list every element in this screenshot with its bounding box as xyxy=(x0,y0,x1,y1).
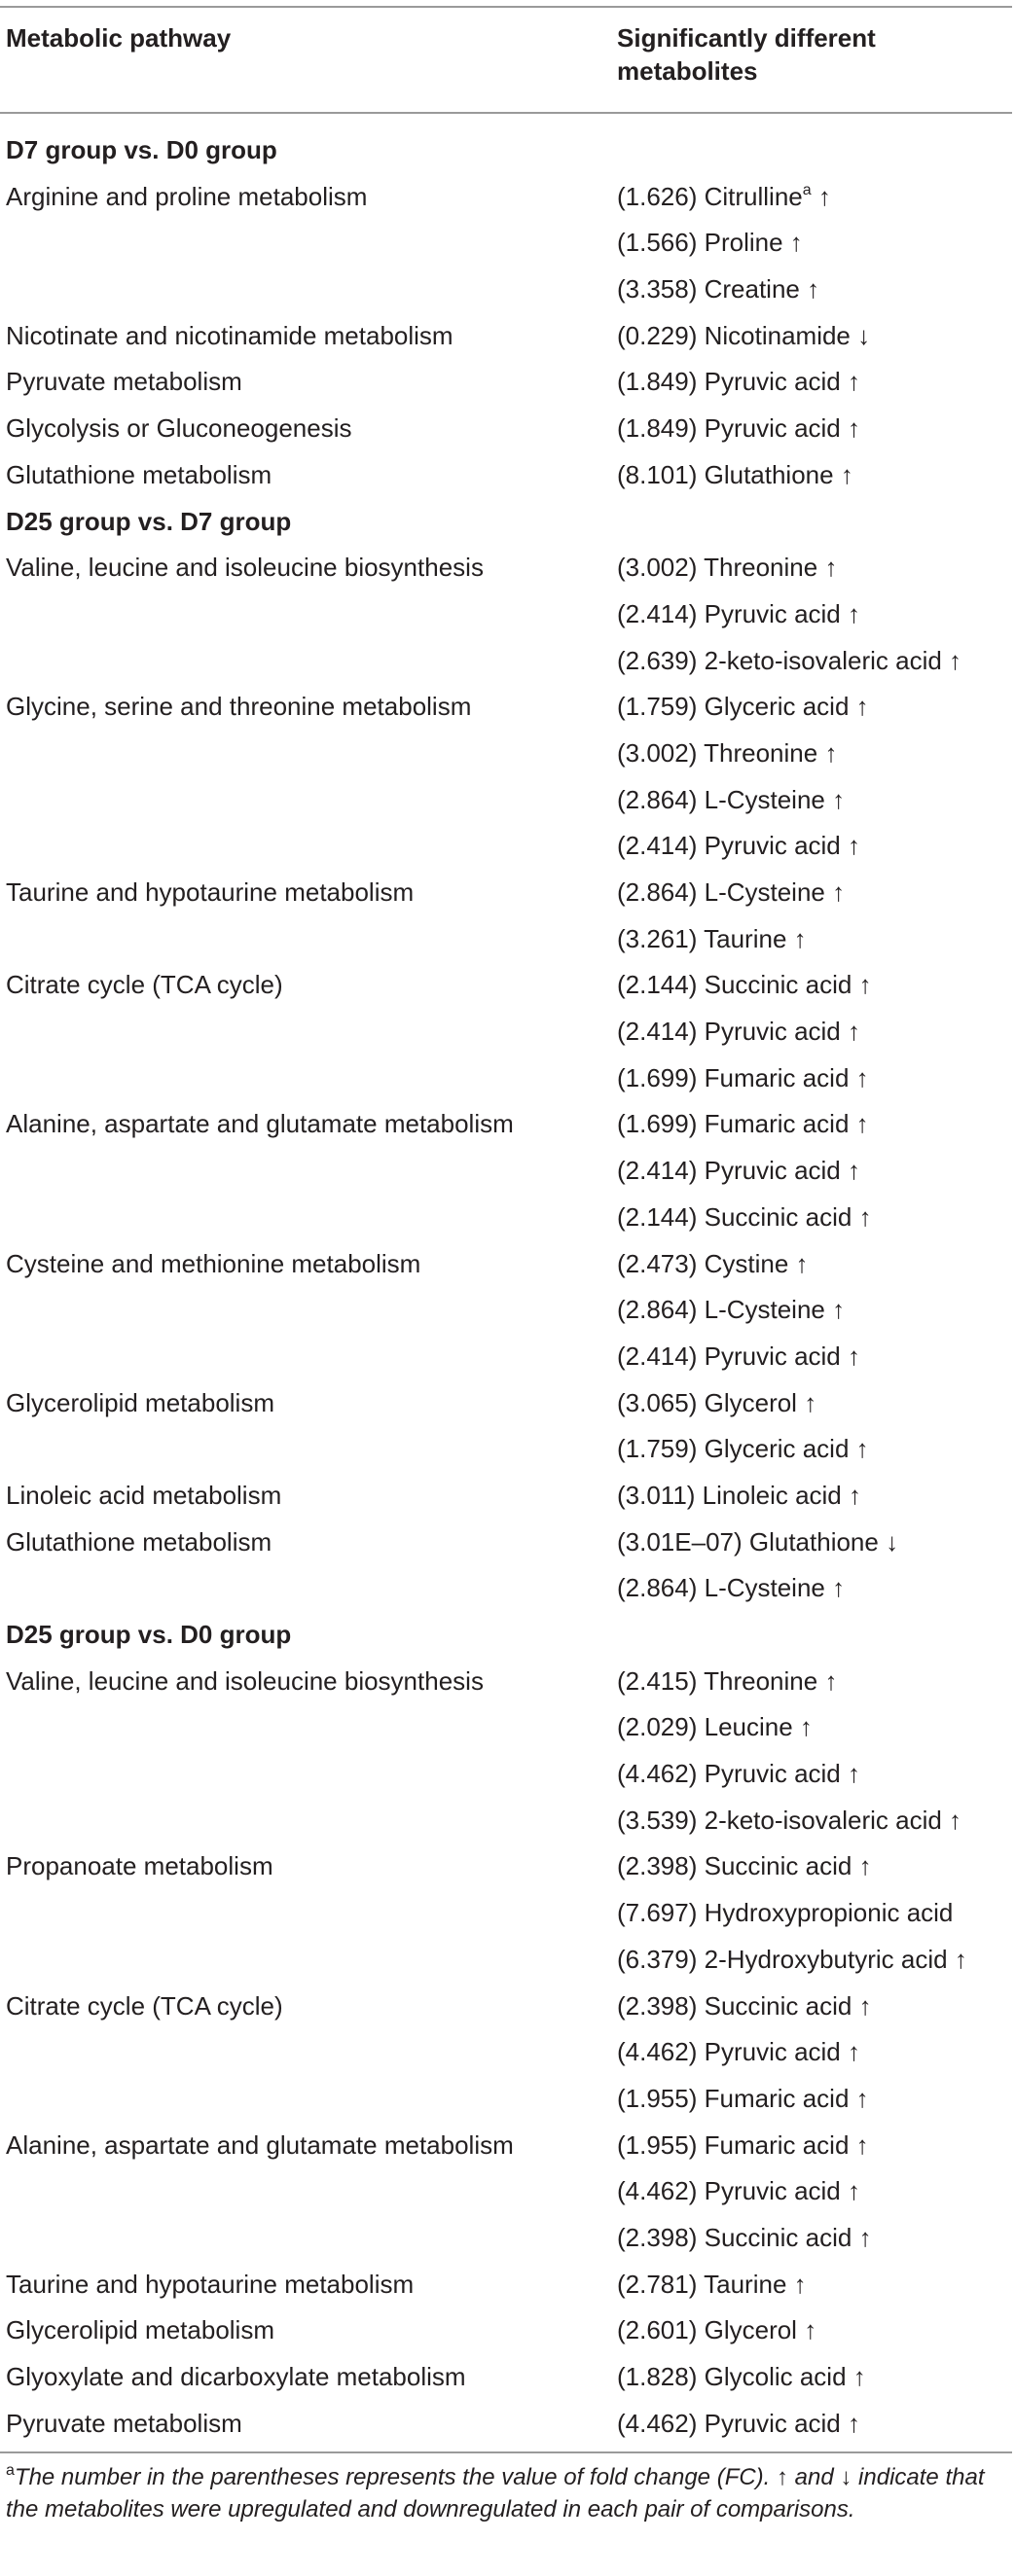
arrow-up-icon: ↑ xyxy=(793,2269,807,2299)
metabolite-name: (2.414) Pyruvic acid xyxy=(617,1341,841,1371)
arrow-up-icon: ↑ xyxy=(858,2222,872,2252)
arrow-up-icon: ↑ xyxy=(795,1248,809,1278)
metabolite-cell xyxy=(617,220,803,267)
footnote-marker: a xyxy=(6,2462,15,2479)
group-label: D25 group vs. D7 group xyxy=(6,506,292,536)
metabolite-cell xyxy=(617,1565,845,1612)
metabolite-name: (1.828) Glycolic acid xyxy=(617,2362,847,2391)
metabolite-name: (2.864) L-Cysteine xyxy=(617,1573,825,1603)
table-row xyxy=(0,359,1015,406)
metabolite-name: (4.462) Pyruvic acid xyxy=(617,2176,841,2206)
table-row xyxy=(0,1520,1015,1566)
table-row xyxy=(0,1798,1015,1844)
metabolite-name: (2.781) Taurine xyxy=(617,2269,787,2299)
metabolite-cell xyxy=(617,1659,837,1705)
metabolite-cell xyxy=(617,545,837,591)
pathway-cell: Glutathione metabolism xyxy=(6,459,272,489)
pathway-cell: Glycine, serine and threonine metabolism xyxy=(6,692,472,722)
pathway-cell: Valine, leucine and isoleucine biosynthesis xyxy=(6,1665,484,1696)
pathway-cell: Citrate cycle (TCA cycle) xyxy=(6,970,283,1000)
table-row xyxy=(0,1984,1015,2030)
table-footnote xyxy=(6,2461,1008,2525)
metabolite-name: (2.415) Threonine xyxy=(617,1665,818,1696)
metabolite-name: (1.759) Glyceric acid xyxy=(617,1434,850,1464)
metabolite-name: (2.398) Succinic acid xyxy=(617,1851,852,1881)
metabolite-name: (3.01E–07) Glutathione xyxy=(617,1526,879,1556)
metabolite-name: (2.414) Pyruvic acid xyxy=(617,598,841,628)
metabolite-cell xyxy=(617,313,870,360)
metabolite-cell xyxy=(617,359,860,406)
arrow-up-icon: ↑ xyxy=(855,1109,869,1139)
metabolite-cell xyxy=(617,1195,872,1241)
table-top-rule xyxy=(0,6,1012,8)
metabolite-name: (6.379) 2-Hydroxybutyric acid xyxy=(617,1944,948,1974)
arrow-up-icon: ↑ xyxy=(807,274,820,304)
arrow-up-icon: ↑ xyxy=(832,877,846,907)
pathway-cell: Alanine, aspartate and glutamate metabolism xyxy=(6,1109,514,1139)
metabolite-name: (1.566) Proline xyxy=(617,228,783,258)
metabolite-name: (1.849) Pyruvic acid xyxy=(617,413,841,444)
metabolite-cell xyxy=(617,2168,860,2215)
pathway-cell: Arginine and proline metabolism xyxy=(6,181,368,211)
arrow-up-icon: ↑ xyxy=(848,1341,860,1371)
arrow-down-icon: ↓ xyxy=(886,1526,899,1556)
table-row xyxy=(0,1148,1015,1195)
table-bottom-rule xyxy=(0,2451,1012,2453)
table-row xyxy=(0,1055,1015,1102)
metabolite-cell xyxy=(617,916,807,963)
metabolite-name: (2.144) Succinic acid xyxy=(617,970,852,1000)
metabolite-cell xyxy=(617,2029,860,2076)
arrow-up-icon: ↑ xyxy=(824,553,838,583)
metabolite-cell xyxy=(617,684,869,731)
table-row xyxy=(0,2029,1015,2076)
arrow-up-icon: ↑ xyxy=(848,2037,860,2067)
metabolite-cell xyxy=(617,2215,872,2262)
pathway-cell: Citrate cycle (TCA cycle) xyxy=(6,1990,283,2021)
metabolite-name: (3.358) Creatine xyxy=(617,274,800,304)
arrow-up-icon: ↑ xyxy=(848,367,860,397)
column-header-metabolites-line2: metabolites xyxy=(617,56,758,86)
metabolite-name: (1.955) Fumaric acid xyxy=(617,2083,850,2113)
pathway-cell: Pyruvate metabolism xyxy=(6,367,242,397)
metabolite-cell xyxy=(617,1426,869,1473)
metabolite-name: (1.626) Citrulline xyxy=(617,181,803,211)
arrow-up-icon: ↑ xyxy=(804,2315,817,2345)
metabolite-cell xyxy=(617,174,831,221)
table-row xyxy=(0,1287,1015,1334)
arrow-up-icon: ↑ xyxy=(848,2408,860,2438)
table-row xyxy=(0,1890,1015,1937)
pathway-cell: Glyoxylate and dicarboxylate metabolism xyxy=(6,2362,466,2391)
arrow-up-icon: ↑ xyxy=(858,1990,872,2021)
arrow-up-icon: ↑ xyxy=(858,1851,872,1881)
pathway-cell: Pyruvate metabolism xyxy=(6,2408,242,2438)
arrow-up-icon: ↑ xyxy=(855,692,869,722)
table-row xyxy=(0,313,1015,360)
table-row xyxy=(0,174,1015,221)
metabolite-cell xyxy=(617,1473,861,1520)
table-group-heading xyxy=(0,1612,1015,1659)
table-row xyxy=(0,1473,1015,1520)
arrow-up-icon: ↑ xyxy=(832,1573,846,1603)
metabolite-name: (1.955) Fumaric acid xyxy=(617,2129,850,2160)
metabolite-cell xyxy=(617,452,853,499)
pathway-cell: Glutathione metabolism xyxy=(6,1526,272,1556)
table-row xyxy=(0,2354,1015,2401)
arrow-up-icon: ↑ xyxy=(817,181,831,211)
table-row xyxy=(0,2308,1015,2354)
table-row xyxy=(0,1659,1015,1705)
metabolite-name: (3.065) Glycerol xyxy=(617,1387,797,1417)
table-row xyxy=(0,452,1015,499)
table-row xyxy=(0,1843,1015,1890)
metabolite-cell xyxy=(617,2076,869,2123)
arrow-up-icon: ↑ xyxy=(832,784,846,814)
table-group-heading xyxy=(0,499,1015,546)
metabolite-cell xyxy=(617,2262,807,2308)
metabolite-cell xyxy=(617,1704,813,1751)
pathway-cell: Cysteine and methionine metabolism xyxy=(6,1248,421,1278)
arrow-up-icon: ↑ xyxy=(855,2129,869,2160)
arrow-up-icon: ↑ xyxy=(949,1805,962,1835)
table-row xyxy=(0,591,1015,638)
table-row xyxy=(0,777,1015,824)
arrow-up-icon: ↑ xyxy=(848,2176,860,2206)
arrow-up-icon: ↑ xyxy=(848,831,860,861)
metabolite-name: (2.398) Succinic acid xyxy=(617,1990,852,2021)
table-row xyxy=(0,2215,1015,2262)
pathway-cell: Glycolysis or Gluconeogenesis xyxy=(6,413,352,444)
arrow-up-icon: ↑ xyxy=(954,1944,967,1974)
pathway-cell: Taurine and hypotaurine metabolism xyxy=(6,877,415,907)
arrow-up-icon: ↑ xyxy=(858,1201,872,1232)
arrow-up-icon: ↑ xyxy=(824,1665,838,1696)
metabolite-cell xyxy=(617,1287,845,1334)
metabolite-cell xyxy=(617,2401,860,2448)
metabolite-name: (2.398) Succinic acid xyxy=(617,2222,852,2252)
metabolite-name: (3.002) Threonine xyxy=(617,737,818,768)
arrow-up-icon: ↑ xyxy=(858,970,872,1000)
table-row xyxy=(0,962,1015,1009)
metabolite-cell xyxy=(617,1055,869,1102)
table-row xyxy=(0,220,1015,267)
table-row xyxy=(0,2076,1015,2123)
pathway-cell: Alanine, aspartate and glutamate metabolism xyxy=(6,2129,514,2160)
table-row xyxy=(0,1937,1015,1984)
metabolite-name: (2.473) Cystine xyxy=(617,1248,789,1278)
metabolite-cell xyxy=(617,1520,898,1566)
table-row xyxy=(0,1565,1015,1612)
arrow-up-icon: ↑ xyxy=(949,645,962,675)
table-row xyxy=(0,1101,1015,1148)
arrow-up-icon: ↑ xyxy=(804,1387,817,1417)
arrow-up-icon: ↑ xyxy=(824,737,838,768)
metabolite-name: (0.229) Nicotinamide xyxy=(617,320,851,350)
metabolite-name: (3.002) Threonine xyxy=(617,553,818,583)
metabolite-cell xyxy=(617,2308,816,2354)
metabolite-cell xyxy=(617,2354,866,2401)
table-header-rule xyxy=(0,112,1012,114)
table-body xyxy=(0,127,1015,2447)
table-row xyxy=(0,1380,1015,1427)
table-row xyxy=(0,406,1015,452)
pathway-cell: Nicotinate and nicotinamide metabolism xyxy=(6,320,453,350)
arrow-up-icon: ↑ xyxy=(789,228,803,258)
table-row xyxy=(0,823,1015,870)
metabolite-name: (2.144) Succinic acid xyxy=(617,1201,852,1232)
metabolite-cell xyxy=(617,1984,872,2030)
metabolite-cell xyxy=(617,1380,816,1427)
arrow-up-icon: ↑ xyxy=(793,923,807,953)
arrow-up-icon: ↑ xyxy=(848,1156,860,1186)
metabolite-name: (4.462) Pyruvic acid xyxy=(617,2408,841,2438)
table-row xyxy=(0,684,1015,731)
metabolite-cell xyxy=(617,1148,860,1195)
table-group-heading xyxy=(0,127,1015,174)
pathway-cell: Glycerolipid metabolism xyxy=(6,1387,274,1417)
metabolite-cell xyxy=(617,1751,860,1798)
metabolite-name: (2.864) L-Cysteine xyxy=(617,784,825,814)
metabolite-cell xyxy=(617,2123,869,2169)
metabolite-name: (3.261) Taurine xyxy=(617,923,787,953)
table-row xyxy=(0,2262,1015,2308)
table-row xyxy=(0,638,1015,685)
metabolite-name: (2.414) Pyruvic acid xyxy=(617,1017,841,1047)
arrow-up-icon: ↑ xyxy=(855,1062,869,1092)
table-row xyxy=(0,2123,1015,2169)
metabolite-cell xyxy=(617,1241,809,1288)
metabolite-name: (4.462) Pyruvic acid xyxy=(617,2037,841,2067)
arrow-up-icon: ↑ xyxy=(848,413,860,444)
table-row xyxy=(0,1751,1015,1798)
table-row xyxy=(0,2401,1015,2448)
metabolite-cell xyxy=(617,1101,869,1148)
pathway-cell: Propanoate metabolism xyxy=(6,1851,273,1881)
metabolite-cell xyxy=(617,1843,872,1890)
arrow-up-icon: ↑ xyxy=(848,598,860,628)
metabolite-name: (3.011) Linoleic acid xyxy=(617,1480,842,1510)
metabolite-name: (2.601) Glycerol xyxy=(617,2315,797,2345)
metabolite-cell xyxy=(617,823,860,870)
metabolite-name: (1.699) Fumaric acid xyxy=(617,1062,850,1092)
arrow-up-icon: ↑ xyxy=(848,1017,860,1047)
metabolite-name: (7.697) Hydroxypropionic acid xyxy=(617,1898,954,1928)
metabolite-name: (3.539) 2-keto-isovaleric acid xyxy=(617,1805,942,1835)
metabolite-cell xyxy=(617,1890,953,1937)
column-header-pathway: Metabolic pathway xyxy=(6,23,232,53)
metabolite-cell xyxy=(617,638,961,685)
arrow-up-icon: ↑ xyxy=(849,1480,861,1510)
table-row xyxy=(0,731,1015,777)
column-header-metabolites-line1: Significantly different xyxy=(617,23,876,53)
group-label: D25 group vs. D0 group xyxy=(6,1620,292,1649)
metabolite-name: (4.462) Pyruvic acid xyxy=(617,1759,841,1789)
pathway-cell: Glycerolipid metabolism xyxy=(6,2315,274,2345)
metabolite-cell xyxy=(617,962,872,1009)
metabolite-name: (1.759) Glyceric acid xyxy=(617,692,850,722)
table-row xyxy=(0,2168,1015,2215)
table-row xyxy=(0,1426,1015,1473)
table-row xyxy=(0,1195,1015,1241)
arrow-up-icon: ↑ xyxy=(852,2362,866,2391)
table-row xyxy=(0,916,1015,963)
arrow-up-icon: ↑ xyxy=(799,1712,813,1742)
metabolite-cell xyxy=(617,1937,967,1984)
footnote-text: The number in the parentheses represents the value of fold change (FC). ↑ and ↓ indicate that the metabolites were upregulated and downregulated in each pair of comparisons. xyxy=(6,2464,985,2522)
table-row xyxy=(0,870,1015,916)
arrow-up-icon: ↑ xyxy=(832,1295,846,1325)
metabolite-name: (2.639) 2-keto-isovaleric acid xyxy=(617,645,942,675)
metabolite-name: (2.414) Pyruvic acid xyxy=(617,831,841,861)
pathway-cell: Linoleic acid metabolism xyxy=(6,1480,282,1510)
arrow-up-icon: ↑ xyxy=(848,1759,860,1789)
arrow-up-icon: ↑ xyxy=(855,2083,869,2113)
arrow-up-icon: ↑ xyxy=(840,459,853,489)
metabolite-name: (2.414) Pyruvic acid xyxy=(617,1156,841,1186)
table-row xyxy=(0,545,1015,591)
group-label: D7 group vs. D0 group xyxy=(6,135,277,164)
arrow-up-icon: ↑ xyxy=(855,1434,869,1464)
metabolite-cell xyxy=(617,731,837,777)
metabolite-name: (2.864) L-Cysteine xyxy=(617,1295,825,1325)
metabolite-cell xyxy=(617,1334,860,1380)
footnote-marker: a xyxy=(802,181,812,198)
table-row xyxy=(0,1009,1015,1055)
metabolite-name: (8.101) Glutathione xyxy=(617,459,834,489)
metabolite-cell xyxy=(617,406,860,452)
metabolite-cell xyxy=(617,870,845,916)
metabolite-cell xyxy=(617,1009,860,1055)
column-header-metabolites xyxy=(617,21,1006,88)
metabolite-name: (1.849) Pyruvic acid xyxy=(617,367,841,397)
arrow-down-icon: ↓ xyxy=(857,320,871,350)
pathway-cell: Valine, leucine and isoleucine biosynthesis xyxy=(6,553,484,583)
table-row xyxy=(0,1334,1015,1380)
table-row xyxy=(0,1241,1015,1288)
metabolite-cell xyxy=(617,267,819,313)
metabolite-cell xyxy=(617,777,845,824)
table-row xyxy=(0,1704,1015,1751)
metabolite-name: (2.864) L-Cysteine xyxy=(617,877,825,907)
metabolite-name: (1.699) Fumaric acid xyxy=(617,1109,850,1139)
metabolite-cell xyxy=(617,591,860,638)
metabolite-name: (2.029) Leucine xyxy=(617,1712,793,1742)
pathway-cell: Taurine and hypotaurine metabolism xyxy=(6,2269,415,2299)
table-row xyxy=(0,267,1015,313)
metabolite-cell xyxy=(617,1798,961,1844)
